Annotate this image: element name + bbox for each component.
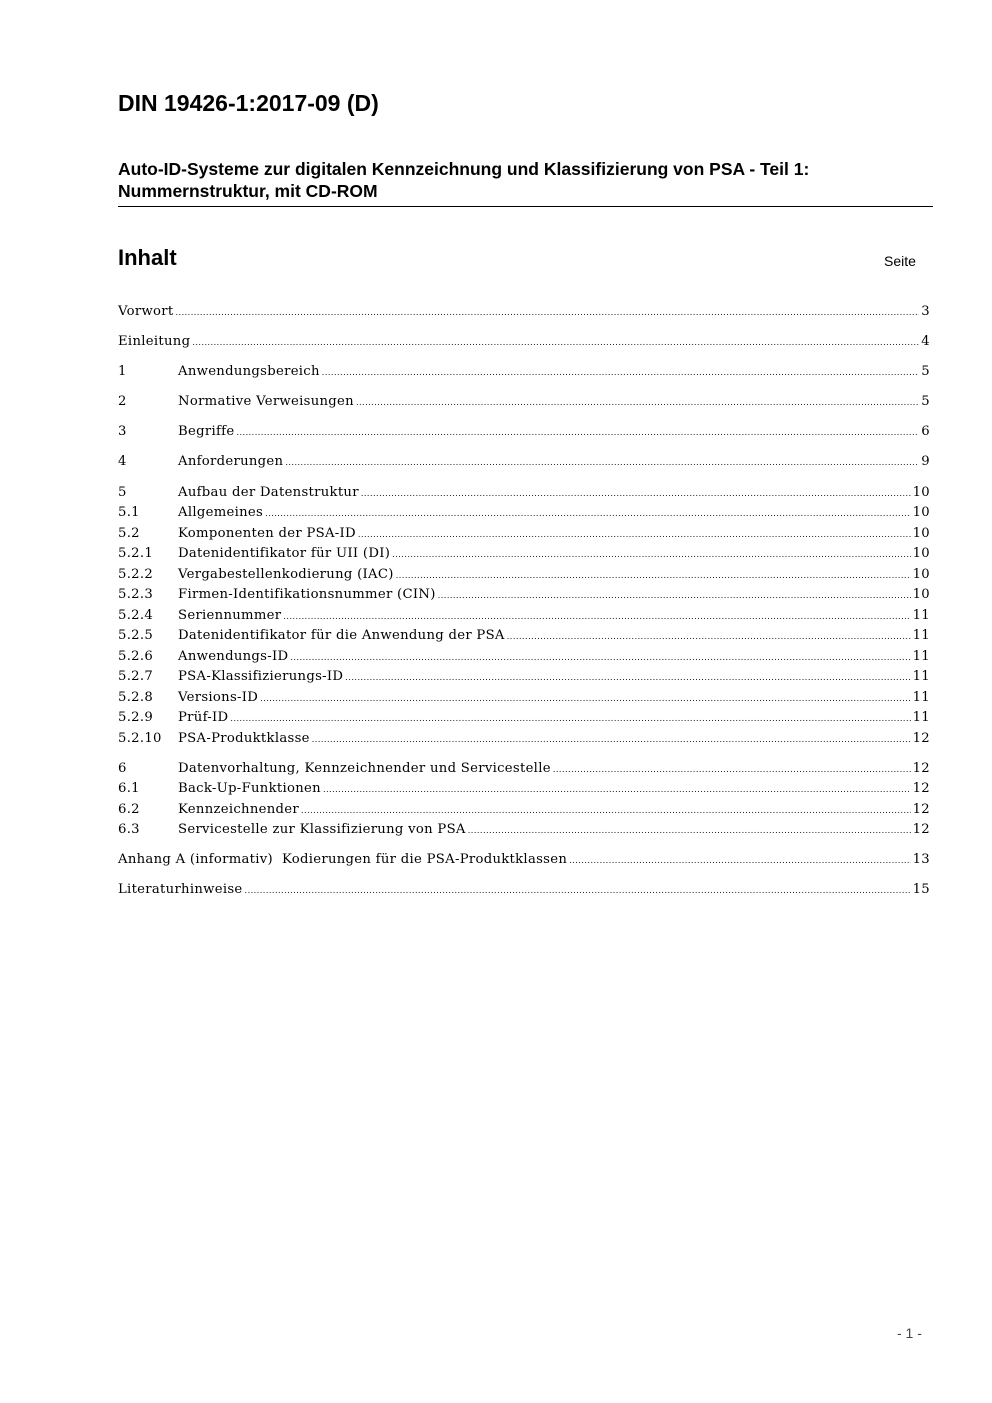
toc-entry-number: 5.2.4 [118, 607, 154, 623]
toc-entry-5-2-5[interactable] [118, 626, 930, 647]
toc-entry-page: 4 [921, 334, 930, 350]
toc-entry-page: 5 [921, 394, 930, 410]
toc-entry-page: 6 [921, 424, 930, 440]
toc-entry-label: Aufbau der Datenstruktur [178, 484, 359, 500]
toc-leader [283, 606, 910, 628]
toc-leader [176, 302, 920, 324]
toc-leader [265, 503, 911, 525]
toc-entry-page: 11 [912, 669, 930, 685]
toc-entry-number: 5.2.6 [118, 648, 154, 664]
toc-entry-number: 5.2.9 [118, 710, 154, 726]
toc-entry-number: 5.2.10 [118, 730, 162, 746]
document-title: DIN 19426-1:2017-09 (D) [118, 90, 379, 116]
toc-leader [468, 820, 911, 842]
toc-leader [323, 779, 911, 801]
toc-entry-5-2-3[interactable] [118, 585, 930, 606]
toc-heading: Inhalt [118, 245, 177, 270]
toc-leader [392, 544, 910, 566]
toc-entry-label: Datenidentifikator für die Anwendung der PSA [178, 628, 505, 644]
toc-entry-5-2-2[interactable] [118, 565, 930, 586]
toc-entry-number: 5.2.1 [118, 546, 154, 562]
toc-entry-label: Anwendungsbereich [178, 364, 320, 380]
toc-entry-page: 12 [912, 801, 930, 817]
toc-leader [361, 483, 911, 505]
toc-entry-page: 12 [912, 730, 930, 746]
toc-entry-5-2-9[interactable] [118, 708, 930, 729]
toc-entry-page: 11 [912, 607, 930, 623]
toc-entry-einleitung[interactable] [118, 332, 930, 353]
toc-entry-number: 5.2.2 [118, 566, 154, 582]
toc-entry-literaturhinweise[interactable] [118, 880, 930, 901]
toc-entry-label: Seriennummer [178, 607, 282, 623]
toc-leader [230, 708, 910, 730]
toc-entry-4[interactable] [118, 452, 930, 473]
toc-leader [260, 688, 910, 710]
document-subtitle: Auto-ID-Systeme zur digitalen Kennzeichnung und Klassifizierung von PSA - Teil 1: Nummernstruktur, mit CD-ROM [118, 159, 810, 201]
toc-entry-5-1[interactable] [118, 503, 930, 524]
toc-entry-page: 10 [912, 505, 930, 521]
toc-leader [322, 362, 920, 384]
toc-entry-number: 5.2 [118, 525, 140, 541]
table-of-contents [118, 302, 930, 901]
toc-entry-label: Normative Verweisungen [178, 394, 354, 410]
toc-leader [312, 729, 911, 751]
toc-entry-number: 6.2 [118, 801, 140, 817]
toc-entry-3[interactable] [118, 422, 930, 443]
toc-entry-label: Firmen-Identifikationsnummer (CIN) [178, 587, 436, 603]
toc-leader [438, 585, 911, 607]
toc-entry-page: 13 [912, 852, 930, 868]
toc-leader [358, 524, 911, 546]
toc-entry-number: 6.3 [118, 822, 140, 838]
toc-entry-label: Komponenten der PSA-ID [178, 525, 356, 541]
toc-entry-number: 5.2.8 [118, 689, 154, 705]
toc-leader [507, 626, 911, 648]
toc-entry-label: Anforderungen [178, 454, 284, 470]
toc-entry-page: 11 [912, 648, 930, 664]
toc-leader [396, 565, 911, 587]
toc-entry-page: 11 [912, 628, 930, 644]
toc-entry-label: Literaturhinweise [118, 882, 243, 898]
toc-entry-number: 6.1 [118, 781, 140, 797]
toc-entry-6-2[interactable] [118, 800, 930, 821]
toc-entry-page: 12 [912, 781, 930, 797]
toc-leader [553, 759, 911, 781]
toc-entry-label: PSA-Klassifizierungs-ID [178, 669, 344, 685]
toc-leader [345, 667, 910, 689]
toc-entry-label: Datenidentifikator für UII (DI) [178, 546, 391, 562]
toc-entry-5-2-8[interactable] [118, 688, 930, 709]
toc-leader [301, 800, 911, 822]
toc-entry-vorwort[interactable] [118, 302, 930, 323]
toc-entry-number: 5.2.3 [118, 587, 154, 603]
toc-entry-page: 10 [912, 587, 930, 603]
toc-entry-label: Anwendungs-ID [178, 648, 289, 664]
toc-entry-page: 9 [921, 454, 930, 470]
toc-entry-page: 10 [912, 566, 930, 582]
toc-entry-label: Vergabestellenkodierung (IAC) [178, 566, 394, 582]
toc-leader [192, 332, 919, 354]
toc-leader [356, 392, 919, 414]
toc-entry-page: 11 [912, 710, 930, 726]
toc-entry-6-1[interactable] [118, 779, 930, 800]
toc-entry-page: 11 [912, 689, 930, 705]
toc-entry-anhang-a[interactable] [118, 850, 930, 871]
title-divider [118, 206, 933, 207]
toc-entry-5-2-6[interactable] [118, 647, 930, 668]
toc-entry-label: PSA-Produktklasse [178, 730, 310, 746]
toc-entry-5-2-4[interactable] [118, 606, 930, 627]
toc-entry-number: 5.1 [118, 505, 140, 521]
toc-entry-5-2-10[interactable] [118, 729, 930, 750]
toc-entry-5-2-1[interactable] [118, 544, 930, 565]
toc-entry-page: 12 [912, 760, 930, 776]
toc-entry-number: 6 [118, 760, 127, 776]
toc-entry-label: Vorwort [118, 304, 174, 319]
toc-entry-label: Kennzeichnender [178, 801, 299, 817]
toc-entry-number: 5.2.7 [118, 669, 154, 685]
toc-entry-page: 3 [921, 304, 930, 319]
toc-leader [285, 452, 919, 474]
toc-entry-label: Prüf-ID [178, 710, 229, 726]
page-number: - 1 - [897, 1325, 922, 1341]
toc-entry-number: 4 [118, 454, 127, 470]
toc-entry-6[interactable] [118, 759, 930, 780]
toc-entry-label: Anhang A (informativ) Kodierungen für die PSA-Produktklassen [118, 852, 568, 868]
toc-entry-label: Servicestelle zur Klassifizierung von PSA [178, 822, 466, 838]
toc-entry-page: 12 [912, 822, 930, 838]
toc-entry-page: 10 [912, 546, 930, 562]
toc-entry-label: Versions-ID [178, 689, 259, 705]
toc-entry-1[interactable] [118, 362, 930, 383]
toc-entry-label: Allgemeines [178, 505, 264, 521]
toc-page-column-label: Seite [884, 253, 916, 269]
toc-entry-page: 10 [912, 484, 930, 500]
toc-entry-5-2-7[interactable] [118, 667, 930, 688]
toc-entry-label: Back-Up-Funktionen [178, 781, 321, 797]
toc-entry-page: 5 [921, 364, 930, 380]
toc-entry-page: 15 [912, 882, 930, 898]
toc-entry-page: 10 [912, 525, 930, 541]
toc-entry-5-2[interactable] [118, 524, 930, 545]
toc-entry-2[interactable] [118, 392, 930, 413]
toc-entry-number: 2 [118, 394, 127, 410]
toc-leader [236, 422, 919, 444]
toc-entry-5[interactable] [118, 483, 930, 504]
toc-leader [245, 880, 911, 902]
toc-entry-label: Datenvorhaltung, Kennzeichnender und Servicestelle [178, 760, 551, 776]
toc-entry-6-3[interactable] [118, 820, 930, 841]
toc-entry-number: 3 [118, 424, 127, 440]
toc-entry-number: 5 [118, 484, 127, 500]
toc-entry-number: 1 [118, 364, 127, 380]
toc-entry-number: 5.2.5 [118, 628, 154, 644]
toc-entry-label: Begriffe [178, 424, 235, 440]
toc-entry-label: Einleitung [118, 334, 191, 350]
toc-leader [569, 850, 910, 872]
toc-leader [290, 647, 910, 669]
